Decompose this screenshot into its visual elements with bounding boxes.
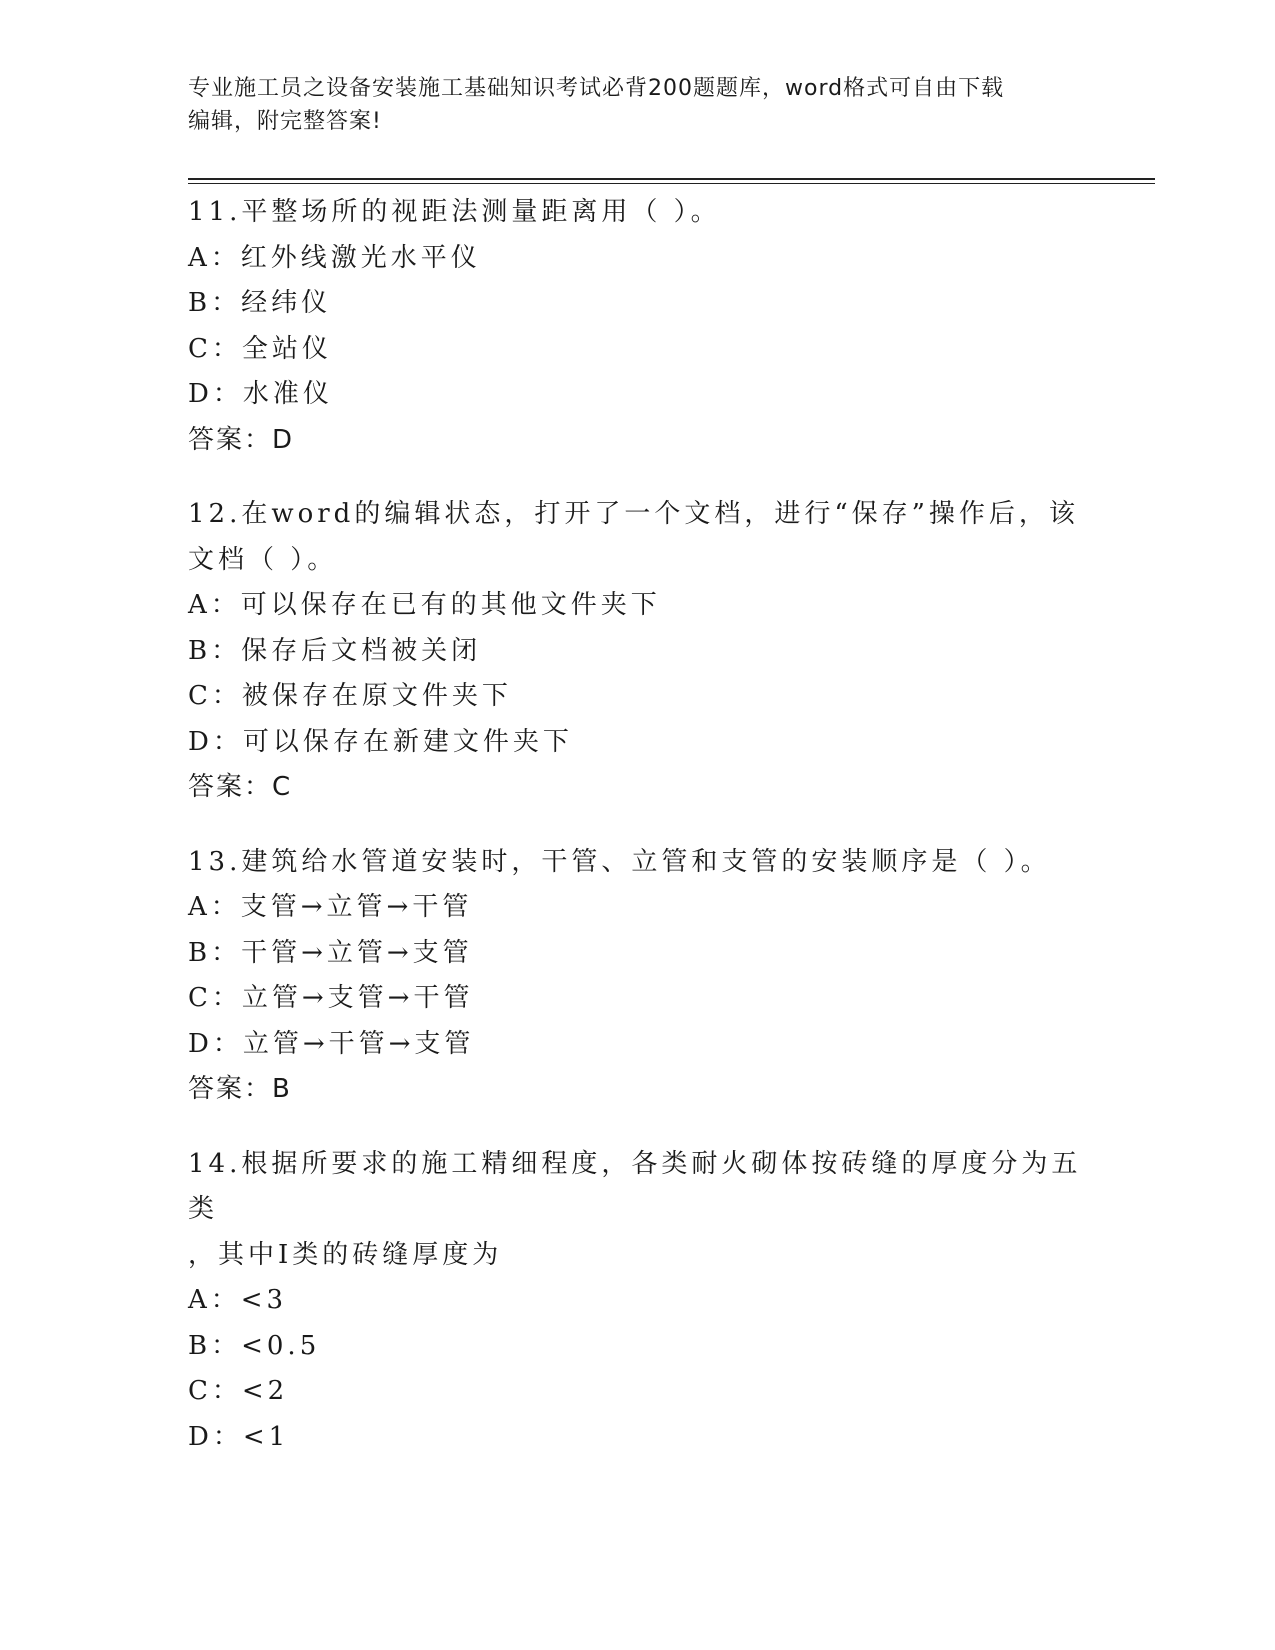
- question-title: 13.建筑给水管道安装时，干管、立管和支管的安装顺序是（ ）。: [188, 846, 1051, 877]
- option-d: D：立管→干管→支管: [188, 1028, 475, 1059]
- question-13: [188, 840, 1088, 1113]
- option-c: C：被保存在原文件夹下: [188, 681, 512, 711]
- option-c: C：全站仪: [188, 333, 332, 364]
- option-a: A：支管→立管→干管: [188, 892, 473, 922]
- option-a: A：<3: [188, 1285, 288, 1315]
- question-title-continued: 文档（ ）。: [188, 544, 338, 575]
- question-title: 11.平整场所的视距法测量距离用（ ）。: [188, 197, 721, 227]
- question-11: [188, 190, 1088, 463]
- question-title: 12.在word的编辑状态，打开了一个文档，进行“保存”操作后，该: [188, 499, 1079, 529]
- header-divider-thick: [188, 178, 1155, 180]
- header-title-line-2: 编辑，附完整答案!: [188, 109, 382, 134]
- option-c: C：<2: [188, 1376, 289, 1406]
- header-title-line-1: 专业施工员之设备安装施工基础知识考试必背200题题库，word格式可自由下载: [188, 76, 1005, 101]
- option-c: C：立管→支管→干管: [188, 983, 474, 1013]
- question-12: [188, 492, 1088, 811]
- question-14: [188, 1142, 1088, 1461]
- option-b: B：干管→立管→支管: [188, 937, 473, 968]
- question-title: 14.根据所要求的施工精细程度，各类耐火砌体按砖缝的厚度分为五类: [188, 1148, 1082, 1224]
- document-header: [188, 72, 1088, 138]
- option-d: D：可以保存在新建文件夹下: [188, 726, 573, 757]
- option-b: B：保存后文档被关闭: [188, 635, 482, 666]
- question-title-continued: ，其中Ⅰ类的砖缝厚度为: [188, 1239, 503, 1270]
- question-list: [188, 190, 1088, 1489]
- answer-line: 答案：C: [188, 772, 293, 802]
- option-a: A：红外线激光水平仪: [188, 242, 481, 273]
- header-divider-thin: [188, 183, 1155, 184]
- option-d: D：<1: [188, 1421, 290, 1452]
- option-a: A：可以保存在已有的其他文件夹下: [188, 590, 661, 620]
- option-d: D：水准仪: [188, 379, 333, 409]
- answer-line: 答案：D: [188, 424, 295, 455]
- option-b: B：<0.5: [188, 1330, 321, 1361]
- option-b: B：经纬仪: [188, 288, 332, 318]
- answer-line: 答案：B: [188, 1074, 292, 1104]
